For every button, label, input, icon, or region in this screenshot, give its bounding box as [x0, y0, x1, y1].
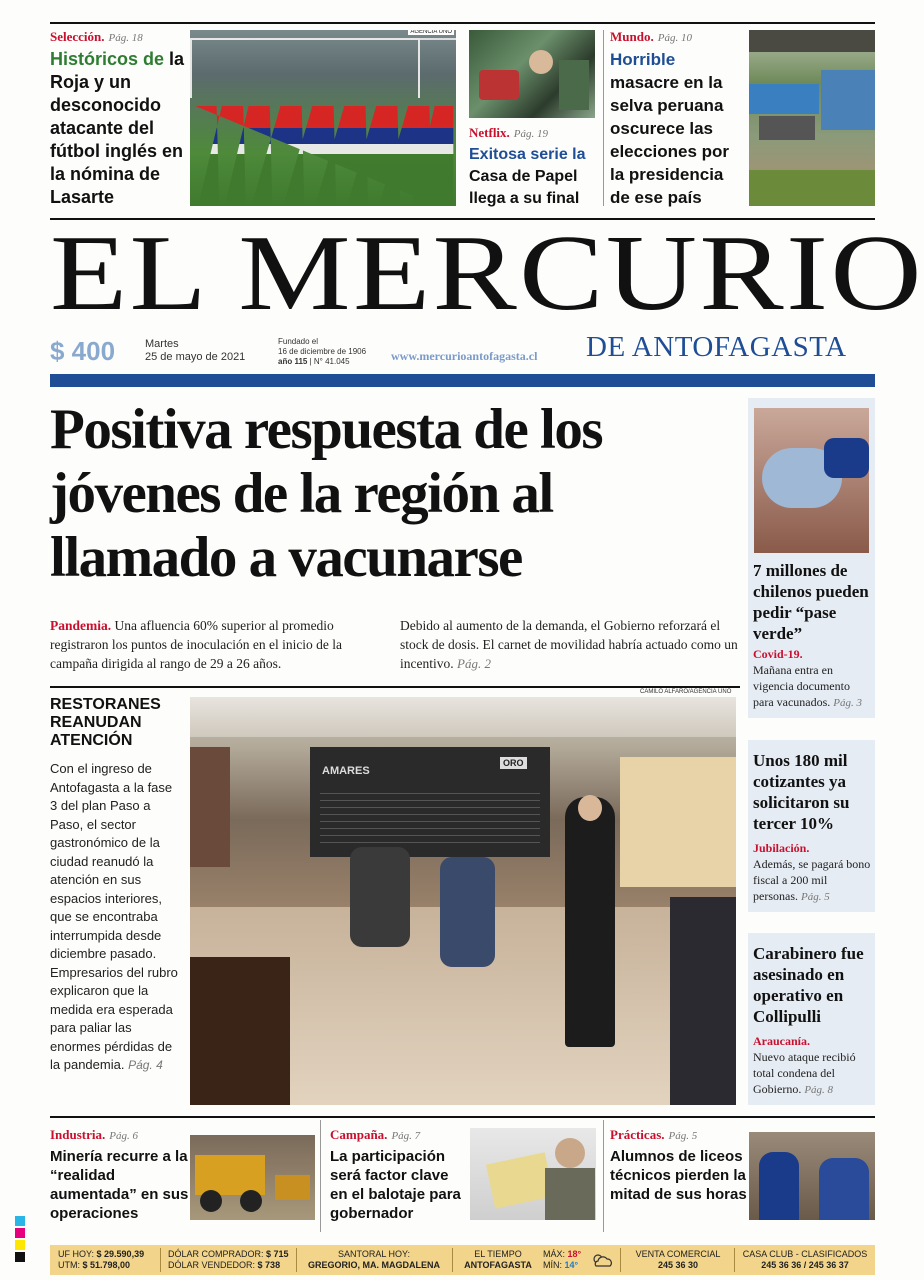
min-temp: 14°	[564, 1260, 579, 1270]
teaser-kicker: Prácticas.	[610, 1127, 665, 1142]
date: 25 de mayo de 2021	[145, 351, 246, 363]
teaser-mundo[interactable]	[610, 28, 745, 209]
footer-dolar	[168, 1249, 289, 1271]
registration-mark	[15, 1216, 25, 1226]
registration-mark	[15, 1228, 25, 1238]
top-rule	[50, 22, 875, 24]
footer-label: EL TIEMPO	[474, 1249, 522, 1259]
footer-value: $ 738	[257, 1260, 281, 1270]
menu-sign: AMARES	[322, 765, 370, 777]
casa-de-papel-photo	[469, 30, 595, 118]
waiter-figure	[565, 797, 615, 1047]
footer-weather	[460, 1249, 536, 1271]
footer-label: DÓLAR VENDEDOR:	[168, 1260, 256, 1270]
page-ref: Pág. 3	[833, 697, 863, 709]
restaurants-body	[50, 760, 180, 1075]
sidebar-headline: Unos 180 mil cotizantes ya solicitaron su tercer 10%	[753, 751, 850, 833]
issue-number: | N° 41.045	[309, 357, 350, 366]
lead-deck-text: Debido al aumento de la demanda, el Gobierno reforzará el stock de dosis. El carnet de movilidad habría actuado como un incentivo.	[400, 618, 738, 671]
teaser-netflix[interactable]	[469, 124, 599, 210]
photo-credit: CAMILO ALFARO/AGENCIA UNO	[640, 689, 732, 695]
teaser-campana[interactable]	[330, 1126, 470, 1223]
sidebar-box-covid[interactable]	[748, 398, 875, 718]
footer-value: 245 36 30	[657, 1260, 699, 1270]
sidebar-box-araucania[interactable]	[748, 933, 875, 1105]
masthead-title[interactable]: EL MERCURIO	[50, 214, 924, 333]
page-ref: Pág. 2	[457, 656, 491, 671]
teaser-kicker: Mundo.	[610, 29, 654, 44]
page-ref: Pág. 18	[108, 32, 143, 44]
website-link[interactable]: www.mercurioantofagasta.cl	[391, 349, 538, 363]
column-rule	[603, 30, 604, 206]
page-ref: Pág. 19	[513, 128, 549, 140]
teaser-kicker: Netflix.	[469, 125, 510, 140]
teaser-lead: Horrible	[610, 50, 676, 69]
section-rule	[50, 686, 740, 688]
footer-value: $ 29.590,39	[96, 1249, 145, 1259]
year: año 115	[278, 357, 308, 366]
page-ref: Pág. 6	[109, 1130, 139, 1142]
sidebar-kicker: Jubilación.	[753, 841, 810, 855]
max-temp: 18°	[567, 1249, 582, 1259]
sidebar-headline: 7 millones de chilenos pueden pedir “pase verde”	[753, 561, 869, 643]
page-ref: Pág. 8	[804, 1084, 834, 1096]
page-ref: Pág. 7	[391, 1130, 421, 1142]
teaser-kicker: Industria.	[50, 1127, 106, 1142]
footer-label: SANTORAL HOY:	[337, 1249, 411, 1259]
footer-label: UTM:	[58, 1260, 80, 1270]
masthead-subtitle: DE ANTOFAGASTA	[586, 331, 847, 363]
column-rule	[320, 1120, 321, 1232]
footer-uf	[58, 1249, 144, 1271]
lead-deck-col1	[50, 616, 385, 673]
footer-value: GREGORIO, MA. MAGDALENA	[308, 1260, 440, 1270]
sidebar-body: Además, se pagará bono fiscal a 200 mil personas.	[753, 857, 871, 903]
footer-casa-club	[740, 1249, 870, 1271]
sidebar-kicker: Covid-19.	[753, 647, 803, 661]
footer-value: $ 715	[266, 1249, 289, 1259]
restaurants-headline[interactable]: RESTORANES REANUDAN ATENCIÓN	[50, 696, 161, 749]
ballot-photo	[470, 1128, 596, 1220]
page-ref: Pág. 10	[657, 32, 692, 44]
teaser-headline: masacre en la selva peruana oscurece las elecciones por la presidencia de ese país	[610, 73, 730, 207]
registration-mark	[15, 1240, 25, 1250]
footer-label: VENTA COMERCIAL	[635, 1249, 721, 1259]
sidebar-body: Mañana entra en vigencia documento para vacunados.	[753, 663, 850, 709]
jungle-photo	[749, 30, 875, 206]
photo-credit: AGENCIA UNO	[410, 30, 452, 35]
footer-value: ANTOFAGASTA	[464, 1260, 532, 1270]
masthead-blue-bar	[50, 374, 875, 387]
teaser-headline: Alumnos de liceos técnicos pierden la mitad de sus horas	[610, 1148, 747, 1203]
footer-santoral	[304, 1249, 444, 1271]
teaser-industria[interactable]	[50, 1126, 190, 1223]
teaser-headline: Casa de Papel llega a su final	[469, 168, 580, 207]
page-ref: Pág. 5	[801, 891, 830, 903]
footer-value: $ 51.798,00	[82, 1260, 131, 1270]
teaser-headline: la Roja y un desconocido atacante del fútbol inglés en la nómina de Lasarte	[50, 49, 185, 207]
students-photo	[749, 1132, 875, 1220]
teaser-lead: Históricos de	[50, 49, 165, 69]
lead-deck-col2	[400, 616, 740, 673]
footer-label: DÓLAR COMPRADOR:	[168, 1249, 264, 1259]
page-ref: Pág. 4	[128, 1058, 163, 1072]
teaser-headline: Minería recurre a la “realidad aumentada” en sus operaciones	[50, 1148, 189, 1222]
founded-date: 16 de diciembre de 1906	[278, 347, 367, 356]
footer-bar	[50, 1245, 875, 1275]
price: $ 400	[50, 336, 116, 366]
teaser-practicas[interactable]	[610, 1126, 750, 1204]
menu-sign: ORO	[500, 757, 527, 769]
footer-value: 245 36 36 / 245 36 37	[761, 1260, 849, 1270]
issue-date	[145, 338, 245, 364]
lead-deck-text: Una afluencia 60% superior al promedio registraron los puntos de inoculación en el inicio de la campaña dirigida al rango de 29 a 26 años.	[50, 618, 343, 671]
weekday: Martes	[145, 338, 179, 350]
cloud-sun-icon	[590, 1252, 614, 1268]
column-rule	[603, 1120, 604, 1232]
football-photo	[190, 30, 456, 206]
registration-mark	[15, 1252, 25, 1262]
footer-label: MÍN:	[543, 1260, 562, 1270]
lead-kicker: Pandemia.	[50, 618, 112, 633]
teaser-lead: Exitosa serie la	[469, 146, 586, 163]
vaccine-photo	[754, 408, 869, 553]
teaser-seleccion[interactable]	[50, 28, 185, 209]
teaser-kicker: Selección.	[50, 29, 105, 44]
teaser-kicker: Campaña.	[330, 1127, 388, 1142]
teaser-headline: La participación será factor clave en el balotaje para gobernador	[330, 1148, 461, 1222]
bottom-rule	[50, 1116, 875, 1118]
founded-info	[278, 337, 366, 367]
restaurants-text: Con el ingreso de Antofagasta a la fase 3 del plan Paso a Paso, el sector gastronómico de la ciudad reanudó la atención en sus espacios interiores, que se encontraba interrumpida desde diciembre pasado. Empresarios del rubro explicaron que la medida era esperada para paliar las enormes pérdidas de la pandemia.	[50, 761, 178, 1072]
footer-label: CASA CLUB - CLASIFICADOS	[742, 1249, 868, 1259]
restaurant-photo	[190, 697, 736, 1105]
footer-venta	[628, 1249, 728, 1271]
sidebar-kicker: Araucanía.	[753, 1034, 810, 1048]
footer-label: UF HOY:	[58, 1249, 95, 1259]
footer-temperatures	[543, 1249, 581, 1271]
lead-headline[interactable]: Positiva respuesta de los jóvenes de la región al llamado a vacunarse	[50, 398, 603, 589]
sidebar-body: Nuevo ataque recibió total condena del Gobierno.	[753, 1050, 856, 1096]
mining-truck-photo	[190, 1135, 315, 1220]
sidebar-box-jubilacion[interactable]	[748, 740, 875, 912]
menu-board	[310, 747, 550, 857]
page-ref: Pág. 5	[668, 1130, 698, 1142]
sidebar-headline: Carabinero fue asesinado en operativo en Collipulli	[753, 944, 864, 1026]
footer-label: MÁX:	[543, 1249, 566, 1259]
founded-label: Fundado el	[278, 337, 319, 346]
